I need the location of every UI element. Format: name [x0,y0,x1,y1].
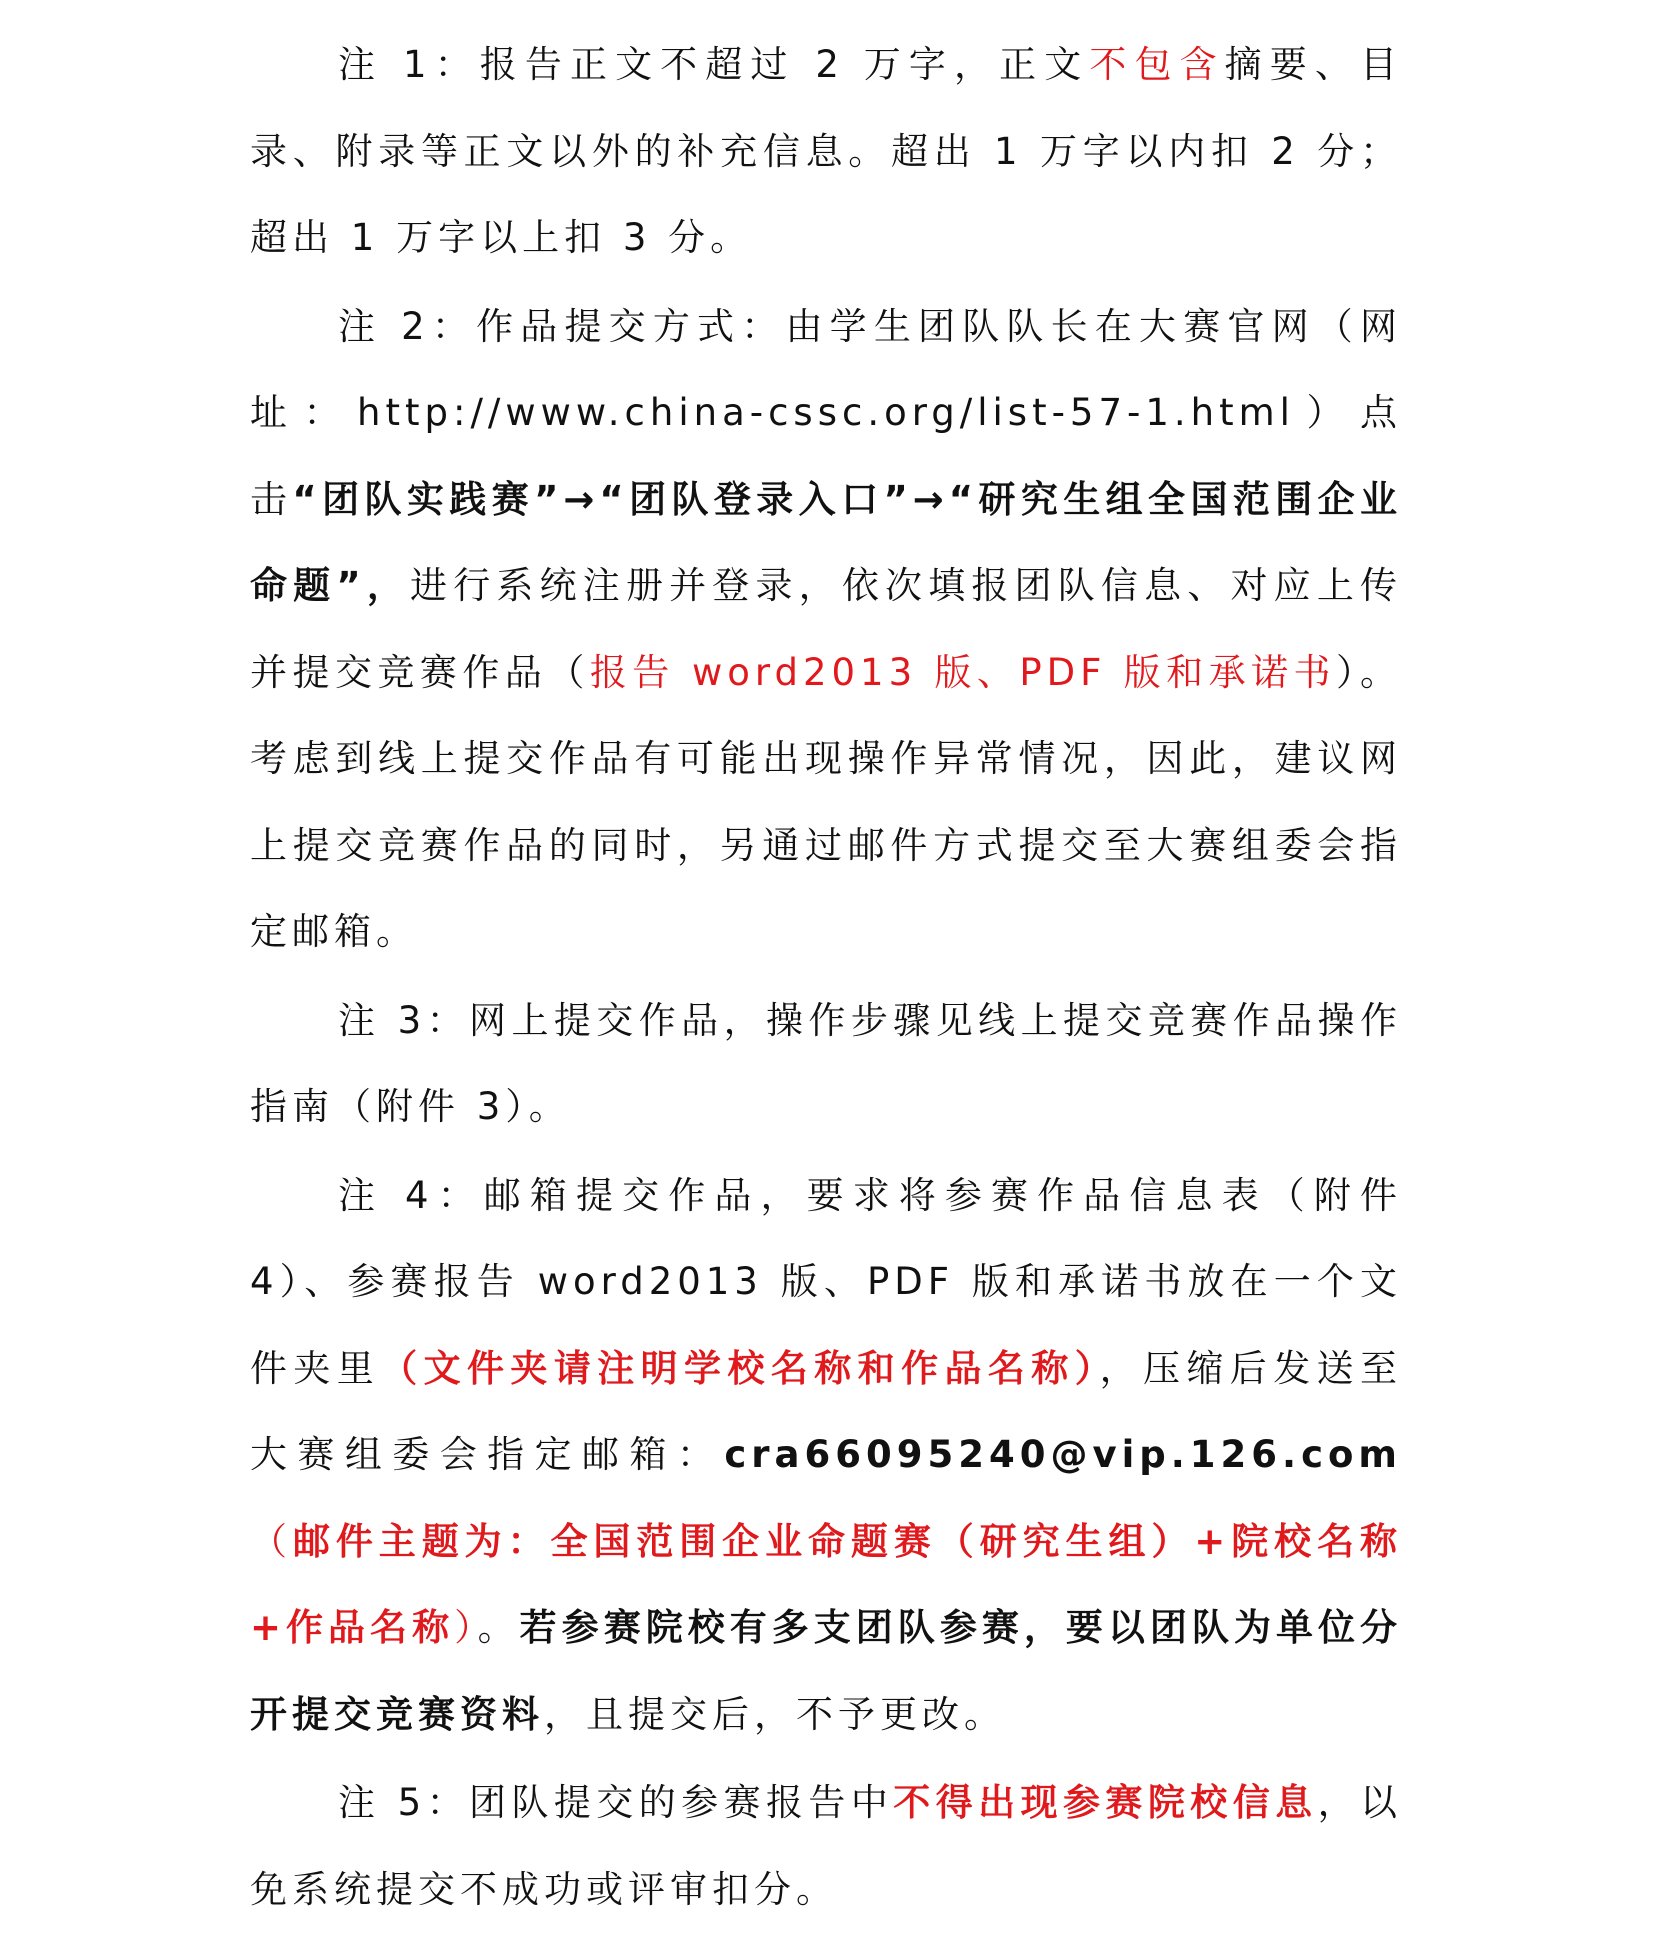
note-4-seg-8-bold: 若参赛院校有多支团队参赛，要以团队为单位分开提交竞赛资料 [250,1606,1403,1736]
note-2 [250,284,1402,976]
note-1-seg-2: 摘要、目录、附录等正文以外的补充信息。超出 1 万字以内扣 2 分；超出 1 万字以上扣 3 分。 [250,43,1402,259]
note-2-seg-3-highlight: 报告 word2013 版、PDF 版和承诺书 [589,650,1337,694]
note-5-seg-1-highlight: 不得出现参赛院校信息 [893,1781,1318,1824]
note-4-seg-0: 注 4：邮箱提交作品，要求将参赛作品信息表（附件 4）、参赛报告 word2013 版、PDF 版和承诺书放在一个文件夹里 [250,1173,1402,1390]
note-4-email-subject: 邮件主题为：全国范围企业命题赛（研究生组）+院校名称+作品名称 [250,1519,1402,1649]
note-4 [250,1153,1402,1759]
note-3 [250,978,1402,1151]
note-1-seg-0: 注 1：报告正文不超过 2 万字，正文 [338,43,1090,86]
note-3-seg-0: 注 3：网上提交作品，操作步骤见线上提交竞赛作品操作指南（附件 3）。 [250,998,1402,1128]
note-5-seg-0: 注 5：团队提交的参赛报告中 [338,1781,894,1824]
document-page [250,22,1402,1935]
note-5-seg-2: ，以免系统提交不成功或评审扣分。 [250,1781,1403,1911]
note-1 [250,22,1402,282]
note-2-seg-2: 进行系统注册并登录，依次填报团队信息、对应上传并提交竞赛作品（ [250,564,1402,694]
note-2-seg-4: ）。考虑到线上提交作品有可能出现操作异常情况，因此，建议网上提交竞赛作品的同时，另通过邮件方式提交至大赛组委会指定邮箱。 [250,650,1403,953]
note-5 [250,1760,1402,1933]
note-4-seg-2: ，压缩后发送至大赛组委会指定邮箱： [250,1346,1403,1476]
note-2-seg-0: 注 2：作品提交方式：由学生团队队长在大赛官网（网址：http://www.china-cssc.org/list-57-1.html）点击 [250,304,1402,521]
note-4-seg-6: ） [454,1606,478,1649]
note-4-seg-1-highlight: （文件夹请注明学校名称和作品名称） [380,1346,1100,1390]
note-1-seg-1-highlight: 不包含 [1089,43,1225,86]
note-4-email-address: cra66095240@vip.126.com [724,1433,1402,1476]
note-2-seg-1-bold-path: “团队实践赛”→“团队登录入口”→“研究生组全国范围企业命题”， [250,477,1403,607]
note-4-seg-4: （ [250,1519,293,1563]
note-4-seg-9: ，且提交后，不予更改。 [544,1692,1006,1736]
note-4-seg-7: 。 [477,1606,520,1649]
